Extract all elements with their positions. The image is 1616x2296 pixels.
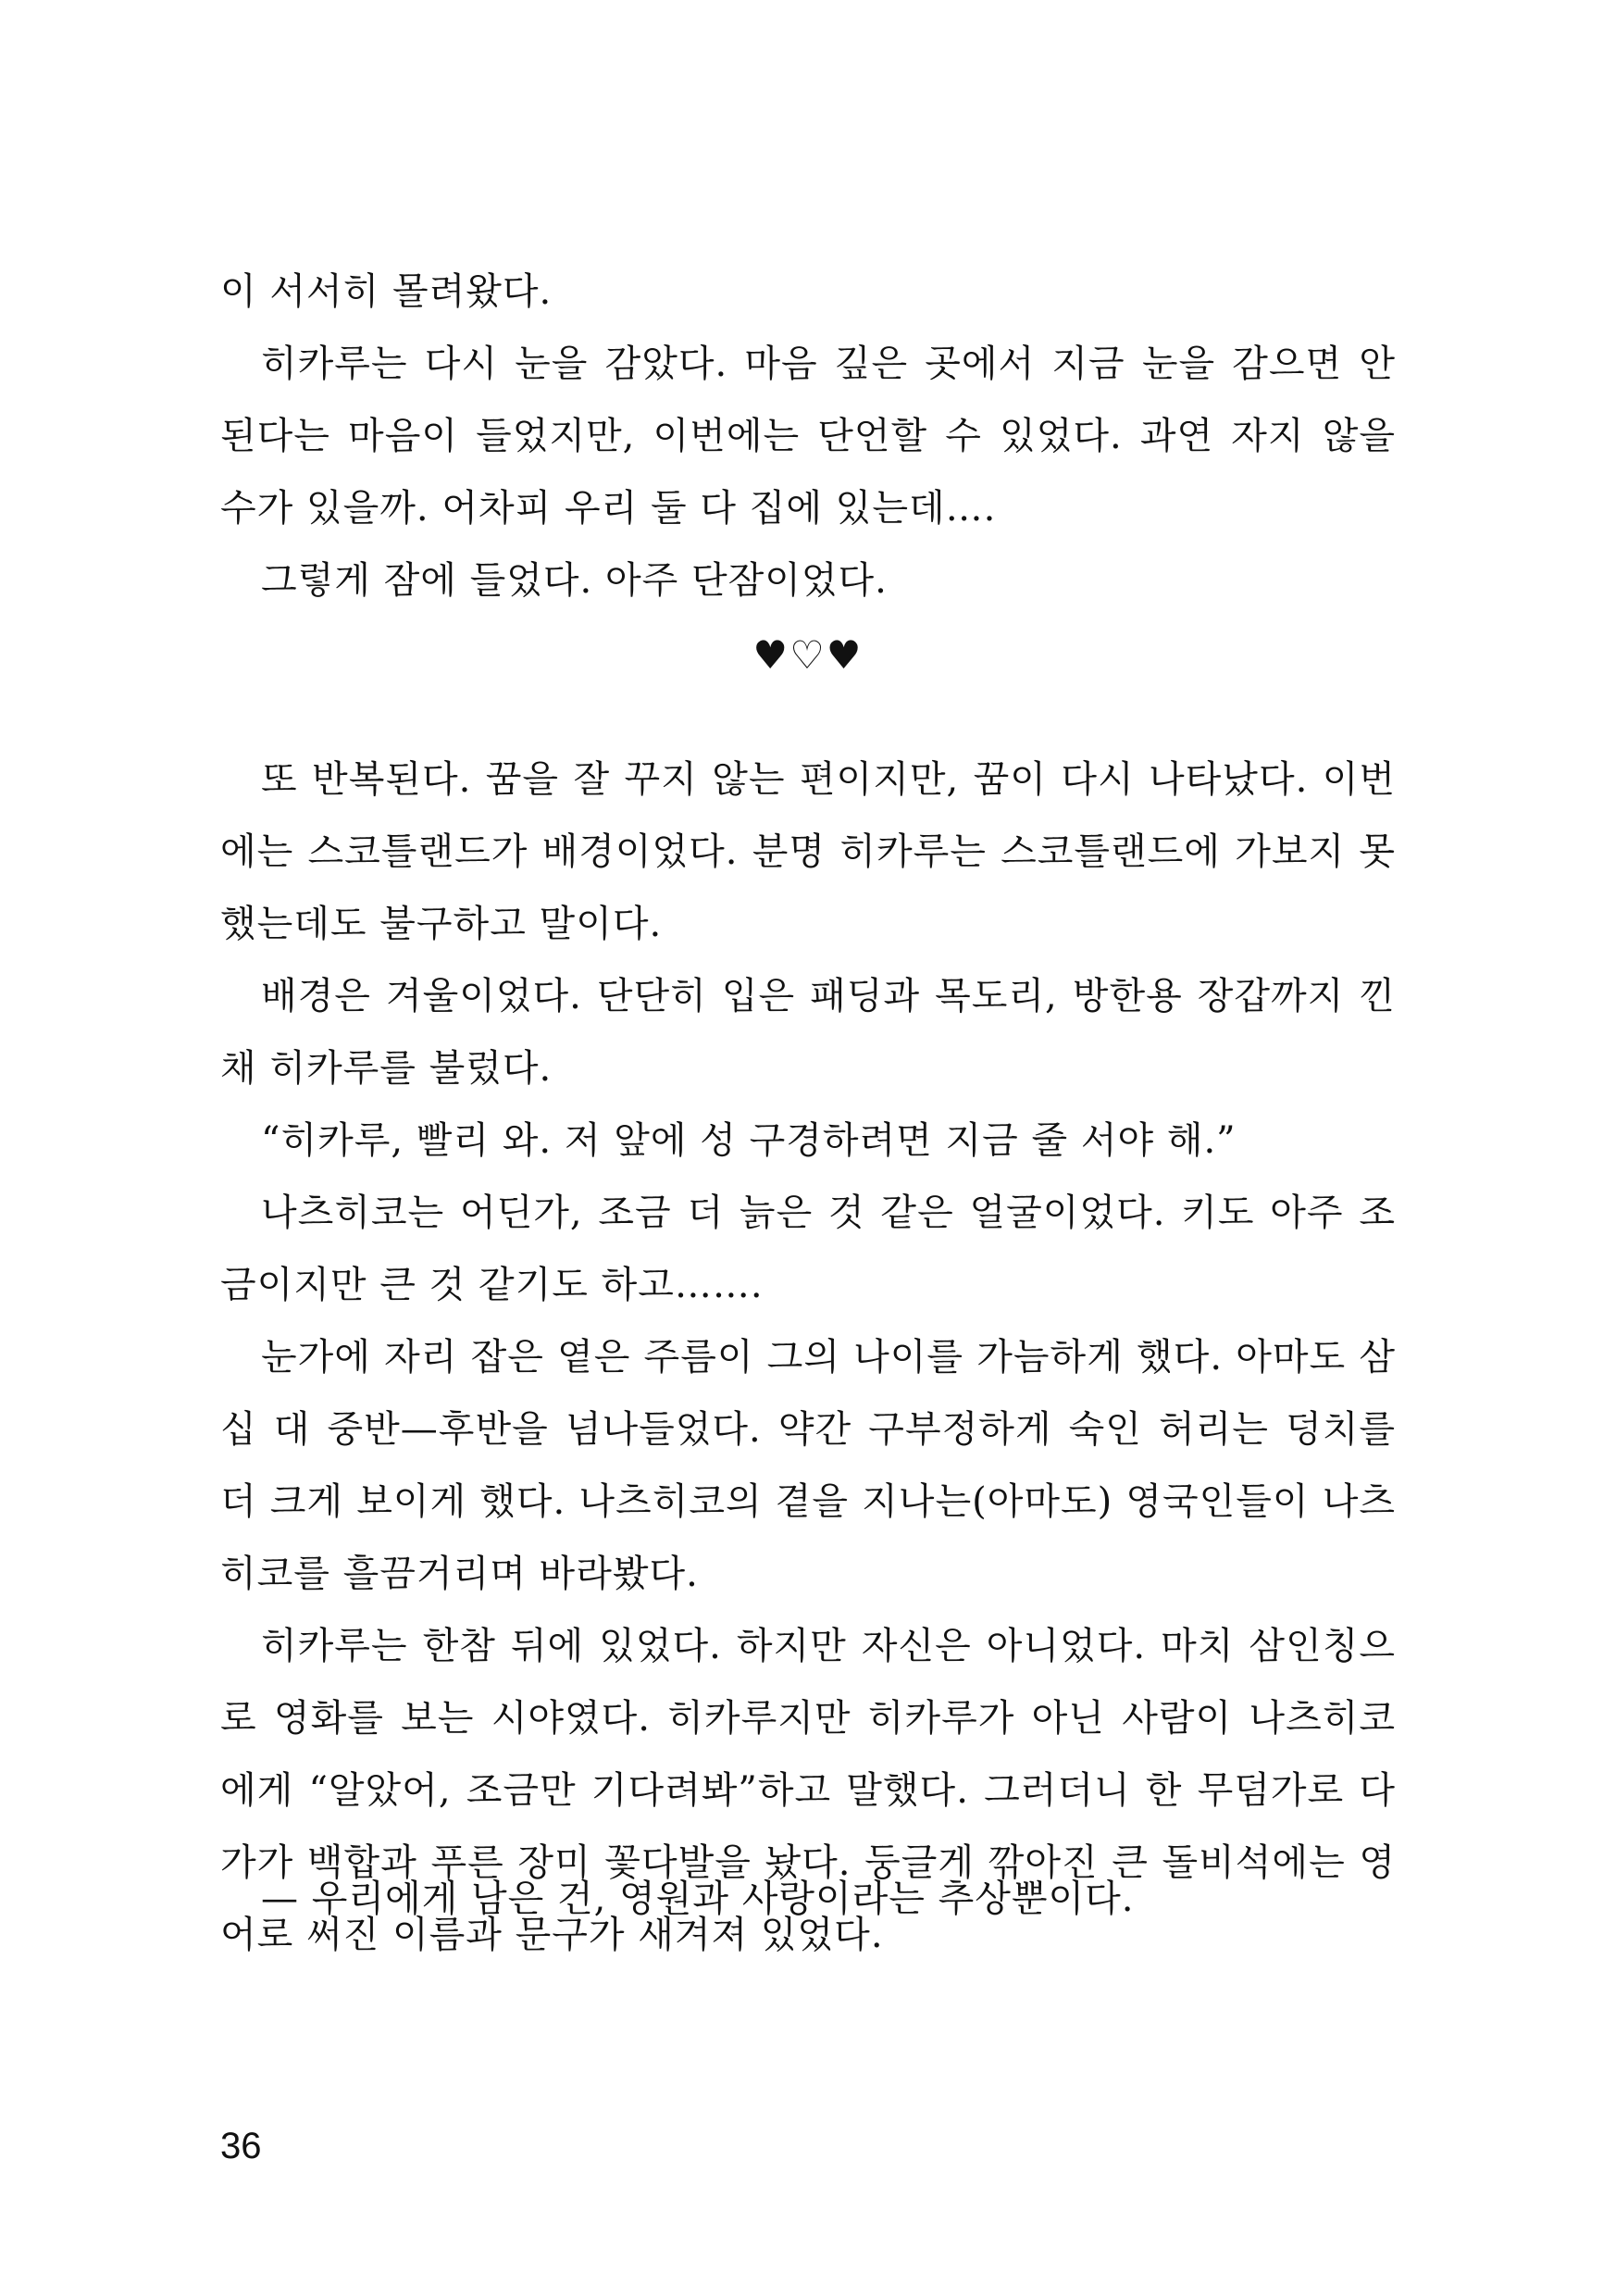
paragraph: 배경은 겨울이었다. 단단히 입은 패딩과 목도리, 방한용 장갑까지 낀 채 히카루를 불렀다. <box>220 975 1396 1090</box>
text-block-bottom <box>220 743 1396 1971</box>
page-number: 36 <box>220 2126 262 2166</box>
section-separator: ♥♡♥ <box>752 632 864 678</box>
paragraph: 그렇게 잠에 들었다. 아주 단잠이었다. <box>261 559 888 602</box>
paragraph: 이 서서히 몰려왔다. <box>220 270 553 313</box>
paragraph: “히카루, 빨리 와. 저 앞에 성 구경하려면 지금 줄 서야 해.” <box>261 1119 1237 1162</box>
paragraph: 또 반복된다. 꿈을 잘 꾸지 않는 편이지만, 꿈이 다시 나타났다. 이번에는 스코틀랜드가 배경이었다. 분명 히카루는 스코틀랜드에 가보지 못했는데도 불구하고 말이다. <box>220 758 1396 945</box>
epitaph-quote: — 우리에게 남은 건, 영원과 사랑이라는 추상뿐이다. <box>261 1878 1135 1920</box>
paragraph: 히카루는 다시 눈을 감았다. 마음 깊은 곳에서 지금 눈을 감으면 안 된다는 마음이 들었지만, 이번에는 단언할 수 있었다. 과연 자지 않을 수가 있을까. 어차피 우리 둘 다 집에 있는데…. <box>220 343 1396 530</box>
paragraph: 나츠히코는 어딘가, 조금 더 늙은 것 같은 얼굴이었다. 키도 아주 조금이지만 큰 것 같기도 하고……. <box>220 1192 1396 1306</box>
paragraph: 히카루는 한참 뒤에 있었다. 하지만 자신은 아니었다. 마치 삼인칭으로 영화를 보는 시야였다. 히카루지만 히카루가 아닌 사람이 나츠히코에게 “알았어, 조금만 기다려봐”하고 말했다. 그러더니 한 무덤가로 다가가 백합과 푸른 장미 꽃다발을 놨다. 둥글게 깎아진 큰 돌비석에는 영어로 써진 이름과 문구가 새겨져 있었다. <box>220 1625 1396 1956</box>
paragraph: 눈가에 자리 잡은 옅은 주름이 그의 나이를 가늠하게 했다. 아마도 삼십 대 중반—후반을 넘나들었다. 약간 구부정하게 숙인 허리는 덩치를 더 크게 보이게 했다. 나츠히코의 곁을 지나는(아마도) 영국인들이 나츠히코를 흘끔거리며 바라봤다. <box>220 1336 1396 1595</box>
text-block-top <box>220 256 1396 617</box>
